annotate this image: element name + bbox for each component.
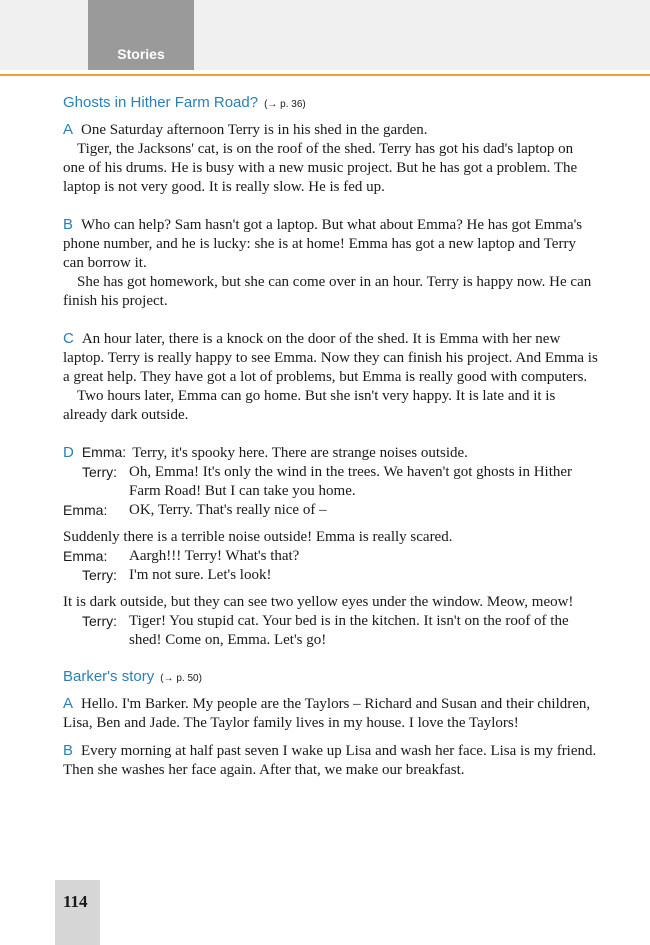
section-letter: C [63, 330, 74, 347]
section-tab [88, 0, 194, 70]
page-number: 114 [63, 892, 88, 911]
section-letter: B [63, 742, 74, 759]
paragraph-b [63, 215, 598, 273]
paragraph-c2: Two hours later, Emma can go home. But she isn't very happy. It is late and it is already dark outside. [63, 388, 556, 423]
speaker-label: Emma: [63, 548, 108, 564]
paragraph-text: Who can help? Sam hasn't got a laptop. But what about Emma? He has got Emma's phone number, and he is lucky: she is at home! Emma has got a new laptop and Terry can borrow it. [63, 217, 583, 271]
paragraph-barker-b [63, 741, 598, 780]
speaker-label: Emma: [81, 444, 127, 460]
page-number-box [55, 880, 100, 945]
section-tab-label: Stories [117, 46, 165, 62]
dialogue-line-6 [63, 612, 598, 650]
page-content [63, 94, 598, 780]
page-reference: (→ p. 36) [264, 99, 306, 110]
story-title-barker [63, 668, 598, 685]
dialogue-line-1 [63, 443, 598, 463]
dialogue-line-5 [63, 566, 598, 585]
speaker-label: Terry: [82, 613, 117, 629]
paragraph-text: One Saturday afternoon Terry is in his shed in the garden. [81, 122, 428, 138]
page-reference: (→ p. 50) [160, 673, 202, 684]
header-divider [0, 74, 650, 76]
section-letter: B [63, 216, 74, 233]
paragraph-a2: Tiger, the Jacksons' cat, is on the roof of the shed. Terry has got his dad's laptop on one of his drums. He is busy with a new music project. But he has got a problem. The laptop is not very good. It is really slow. He is fed up. [63, 141, 578, 195]
paragraph-text: Hello. I'm Barker. My people are the Taylors – Richard and Susan and their children, Lisa, Ben and Jade. The Taylor family lives in my house. I love the Taylors! [63, 696, 591, 731]
story-title-text: Barker's story [63, 668, 155, 685]
dialogue-line-3 [63, 501, 598, 520]
section-letter: A [63, 121, 74, 138]
section-letter: A [63, 695, 74, 712]
story-title-ghosts [63, 94, 598, 111]
section-letter: D [63, 444, 74, 461]
speaker-label: Terry: [82, 567, 117, 583]
dialogue-text: Tiger! You stupid cat. Your bed is in the kitchen. It isn't on the roof of the shed! Come on, Emma. Let's go! [129, 613, 569, 648]
paragraph-text: Every morning at half past seven I wake up Lisa and wash her face. Lisa is my friend. Then she washes her face again. After that, we make our breakfast. [63, 743, 597, 778]
dialogue-line-4 [63, 547, 598, 566]
dialogue-text: Oh, Emma! It's only the wind in the trees. We haven't got ghosts in Hither Farm Road! But I can take you home. [129, 464, 573, 499]
dialogue-line-2 [63, 463, 598, 501]
speaker-label: Emma: [63, 502, 108, 518]
paragraph-barker-a [63, 694, 598, 733]
story-title-text: Ghosts in Hither Farm Road? [63, 94, 259, 111]
dialogue-text: Terry, it's spooky here. There are strange noises outside. [132, 445, 468, 461]
dialogue-text: Aargh!!! Terry! What's that? [129, 548, 300, 564]
paragraph-text: An hour later, there is a knock on the door of the shed. It is Emma with her new laptop. Terry is really happy to see Emma. Now they can finish his project. And Emma is a great help. They have got a lot of problems, but Emma is really good with computers. [63, 331, 598, 385]
paragraph-b2: She has got homework, but she can come over in an hour. Terry is happy now. He can finish his project. [63, 274, 592, 309]
narration-1: Suddenly there is a terrible noise outside! Emma is really scared. [63, 529, 453, 545]
dialogue-text: I'm not sure. Let's look! [129, 567, 272, 583]
narration-2: It is dark outside, but they can see two yellow eyes under the window. Meow, meow! [63, 594, 574, 610]
speaker-label: Terry: [82, 464, 117, 480]
dialogue-text: OK, Terry. That's really nice of – [129, 502, 327, 518]
paragraph-c [63, 329, 598, 387]
paragraph-a [63, 120, 598, 140]
